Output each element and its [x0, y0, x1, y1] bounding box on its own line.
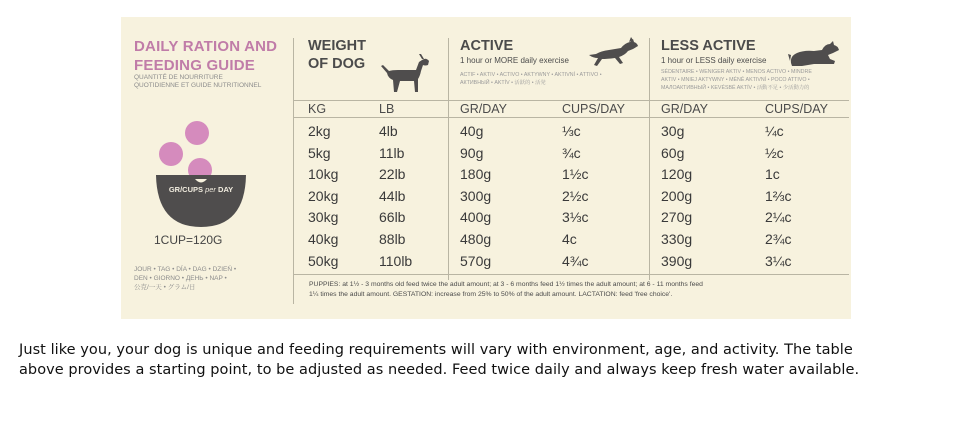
- row-lb: 11lb: [379, 144, 405, 161]
- column-header-rule: [293, 117, 849, 118]
- lb-column: [379, 121, 412, 272]
- standing-dog-icon: [378, 54, 430, 96]
- guide-subtitle: [134, 74, 261, 90]
- row-lb: 22lb: [379, 166, 406, 183]
- less-active-translations-line3: МАЛОАКТИВНЫЙ • KEVÉSBÉ AKTÍV • 活動不足 • 少活動力的: [661, 85, 810, 91]
- row-active-cups: ⅓c: [562, 123, 581, 139]
- row-active-gr: 90g: [460, 144, 484, 161]
- active-header: ACTIVE: [460, 38, 514, 54]
- row-less-cups: 1⅔c: [765, 187, 792, 204]
- row-lb: 88lb: [379, 230, 406, 247]
- footnote-line2: 1¼ times the adult amount. GESTATION: increase from 25% to 50% of the adult amount. LACTATION: feed 'free choice'.: [309, 291, 673, 298]
- row-kg: 20kg: [308, 187, 339, 204]
- active-translations-line1: ACTIF • AKTIV • ACTIVO • AKTYWNY • AKTIVNÍ • ATTIVO •: [460, 72, 602, 78]
- row-kg: 40kg: [308, 230, 339, 247]
- row-less-gr: 270g: [661, 209, 693, 226]
- row-less-gr: 30g: [661, 123, 685, 139]
- weight-header-line1: WEIGHT: [308, 38, 366, 54]
- footnote-line1: PUPPIES: at 1½ - 3 months old feed twice the adult amount; at 3 - 6 months feed 1½ times the adult amount; at 6 - 11 months feed: [309, 281, 703, 288]
- row-kg: 2kg: [308, 123, 331, 139]
- column-header-less-gr: GR/DAY: [661, 102, 708, 116]
- active-translations: [460, 71, 602, 87]
- row-active-gr: 300g: [460, 187, 492, 204]
- running-dog-icon: [587, 37, 639, 71]
- row-kg: 50kg: [308, 252, 339, 269]
- row-lb: 66lb: [379, 209, 406, 226]
- divider-left: [293, 38, 294, 304]
- row-active-gr: 400g: [460, 209, 492, 226]
- row-active-cups: 1½c: [562, 166, 589, 183]
- row-active-gr: 480g: [460, 230, 492, 247]
- column-header-active-cups: CUPS/DAY: [562, 102, 625, 116]
- food-bowl-icon: [155, 117, 250, 227]
- less-cups-column: [765, 121, 791, 272]
- row-kg: 10kg: [308, 166, 339, 183]
- per-day-line3: 公克/一天 • グラム/日: [134, 284, 196, 291]
- column-header-kg: KG: [308, 102, 327, 116]
- per-day-line1: JOUR • TAG • DÍA • DAG • DZIEŃ •: [134, 266, 237, 273]
- active-translations-line2: АКТИВНЫЙ • AKTÍV • 活跃的 • 活発: [460, 80, 546, 86]
- row-less-gr: 200g: [661, 187, 693, 204]
- row-active-cups: 3⅓c: [562, 209, 589, 226]
- table-bottom-rule: [293, 274, 849, 275]
- row-less-cups: 2¾c: [765, 230, 792, 247]
- active-subheader: 1 hour or MORE daily exercise: [460, 56, 569, 65]
- active-gr-column: [460, 121, 491, 272]
- description-line1: Just like you, your dog is unique and feeding requirements will vary with environment, age, and activity. The table: [19, 342, 853, 358]
- row-less-cups: ½c: [765, 144, 784, 161]
- less-gr-column: [661, 121, 692, 272]
- row-less-gr: 390g: [661, 252, 693, 269]
- less-active-translations: [661, 68, 812, 92]
- column-header-active-gr: GR/DAY: [460, 102, 507, 116]
- row-active-cups: 4¾c: [562, 252, 589, 269]
- header-rule: [293, 100, 849, 101]
- row-active-cups: 2½c: [562, 187, 589, 204]
- weight-header-line2: OF DOG: [308, 56, 366, 72]
- divider-weight: [448, 38, 449, 280]
- row-kg: 30kg: [308, 209, 339, 226]
- active-cups-column: [562, 121, 588, 272]
- per-day-translations: [134, 265, 236, 292]
- row-active-gr: 570g: [460, 252, 492, 269]
- weight-header: [308, 37, 366, 73]
- kg-column: [308, 121, 338, 272]
- divider-active: [649, 38, 650, 280]
- bowl-label: GR/CUPS per DAY: [168, 185, 234, 194]
- less-active-translations-line2: AKTIV • MNIEJ AKTYWNY • MÉNĚ AKTIVNÍ • POCO ATTIVO •: [661, 77, 810, 83]
- description-line2: above provides a starting point, to be adjusted as needed. Feed twice daily and always keep fresh water available.: [19, 362, 860, 378]
- per-day-line2: DEN • GIORNO • ДЕНЬ • NAP •: [134, 275, 227, 282]
- footnote: [309, 280, 849, 300]
- description-paragraph: [19, 340, 949, 380]
- guide-title-line1: DAILY RATION AND: [134, 38, 278, 55]
- row-active-cups: ¾c: [562, 144, 581, 161]
- row-less-cups: 1c: [765, 166, 780, 183]
- guide-subtitle-line2: QUOTIDIENNE ET GUIDE NUTRITIONNEL: [134, 82, 262, 89]
- row-less-gr: 120g: [661, 166, 693, 183]
- column-header-lb: LB: [379, 102, 395, 116]
- row-lb: 110lb: [379, 252, 413, 269]
- row-active-cups: 4c: [562, 230, 577, 247]
- feeding-guide-panel: [121, 17, 851, 319]
- row-less-gr: 330g: [661, 230, 693, 247]
- guide-subtitle-line1: QUANTITÉ DE NOURRITURE: [134, 74, 223, 81]
- less-active-subheader: 1 hour or LESS daily exercise: [661, 56, 767, 65]
- row-less-gr: 60g: [661, 144, 685, 161]
- guide-title-line2: FEEDING GUIDE: [134, 57, 255, 74]
- row-active-gr: 40g: [460, 123, 484, 139]
- lying-dog-icon: [788, 39, 840, 69]
- row-less-cups: ¼c: [765, 123, 784, 139]
- less-active-header: LESS ACTIVE: [661, 38, 756, 54]
- row-active-gr: 180g: [460, 166, 492, 183]
- row-lb: 4lb: [379, 123, 398, 139]
- row-less-cups: 3¼c: [765, 252, 792, 269]
- row-lb: 44lb: [379, 187, 406, 204]
- row-kg: 5kg: [308, 144, 331, 161]
- row-less-cups: 2¼c: [765, 209, 792, 226]
- column-header-less-cups: CUPS/DAY: [765, 102, 828, 116]
- cup-equivalent: 1CUP=120G: [154, 233, 223, 247]
- guide-title: [134, 37, 277, 75]
- less-active-translations-line1: SÉDENTAIRE • WENIGER AKTIV • MENOS ACTIVO • MINDRE: [661, 69, 812, 75]
